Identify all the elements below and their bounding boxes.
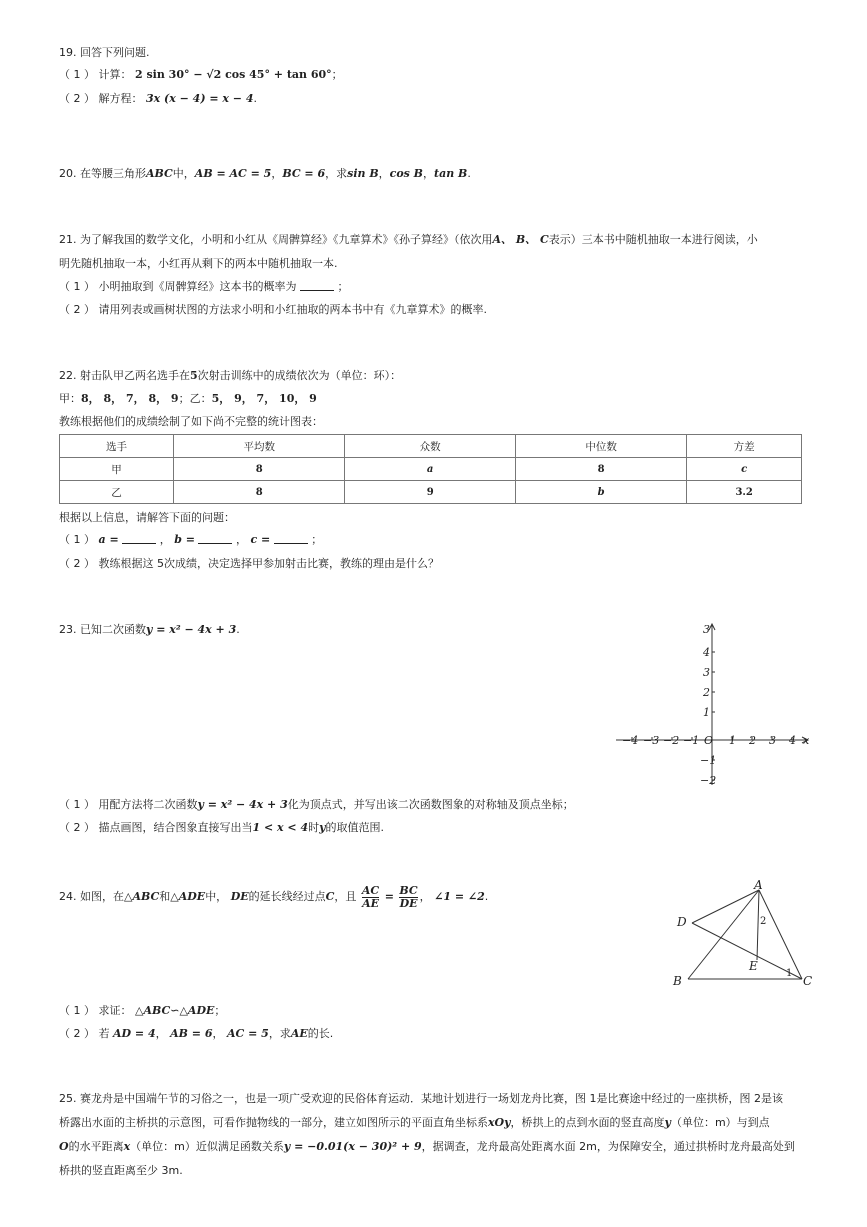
y-tick-label: −1 <box>700 754 717 767</box>
answer-blank[interactable] <box>198 533 232 544</box>
q22-after: 根据以上信息，请解答下面的问题： <box>59 511 235 524</box>
angle-label-1: 1 <box>786 968 793 979</box>
y-tick-label: 1 <box>703 706 710 719</box>
answer-blank[interactable] <box>274 533 308 544</box>
y-tick-label: 4 <box>703 646 710 659</box>
table-header: 中位数 <box>515 435 686 458</box>
q22-part2: （ 2 ） 教练根据这 5次成绩，决定选择甲参加射击比赛，教练的理由是什么？ <box>59 557 439 570</box>
q25-line1: 25. 赛龙舟是中国端午节的习俗之一，也是一项广受欢迎的民俗体育运动．某地计划进行一场划龙舟比赛，图 1是比赛途中经过的一座拱桥，图 2是该 <box>59 1092 783 1105</box>
x-tick-label: 4 <box>789 734 796 747</box>
stats-table <box>59 434 802 504</box>
y-tick-label: −2 <box>700 774 717 787</box>
segment-ae <box>757 890 759 960</box>
q22-stem: 22. 射击队甲乙两名选手在5次射击训练中的成绩依次为（单位：环）： <box>59 369 402 382</box>
coordinate-grid <box>612 620 812 790</box>
q22-scores: 甲：8， 8， 7， 8， 9；乙：5， 9， 7， 10， 9 <box>59 392 317 405</box>
segment-ad <box>692 890 759 923</box>
answer-blank[interactable] <box>122 533 156 544</box>
x-tick-label: −1 <box>683 734 700 747</box>
q24-part1: （ 1 ） 求证： △ABC∽△ADE； <box>59 1004 226 1017</box>
segment-ac <box>759 890 802 979</box>
fraction: $\frac{AC}{AE}$ <box>361 883 380 910</box>
table-row <box>60 458 802 481</box>
table-cell: 甲 <box>60 458 174 481</box>
table-header: 平均数 <box>174 435 345 458</box>
q22-intro: 教练根据他们的成绩绘制了如下尚不完整的统计图表： <box>59 415 323 428</box>
table-header: 众数 <box>345 435 516 458</box>
x-tick-label: 1 <box>729 734 736 747</box>
table-cell: 3.2 <box>687 481 802 504</box>
table-cell: b <box>515 481 686 504</box>
q21-part1: （ 1 ） 小明抽取到《周髀算经》这本书的概率为 ； <box>59 280 349 293</box>
table-cell: 8 <box>515 458 686 481</box>
x-axis-label: x <box>803 734 810 747</box>
q24-stem: 24. 如图，在△ABC和△ADE中， DE的延长线经过点C，且 $\frac{AC}{AE}$ = $\frac{BC}{DE}$ ， ∠1 = ∠2. <box>59 883 489 910</box>
x-tick-label: 2 <box>749 734 756 747</box>
table-cell: 8 <box>174 458 345 481</box>
fraction: $\frac{BC}{DE}$ <box>399 883 418 910</box>
q23-part1: （ 1 ） 用配方法将二次函数y = x² − 4x + 3化为顶点式，并写出该二次函数图象的对称轴及顶点坐标； <box>59 798 574 811</box>
point-label-b: B <box>673 974 682 988</box>
q20-stem: 20. 在等腰三角形ABC中，AB = AC = 5，BC = 6，求sin B，cos B，tan B. <box>59 167 471 180</box>
table-cell: a <box>345 458 516 481</box>
table-row <box>60 481 802 504</box>
table-header: 选手 <box>60 435 174 458</box>
point-label-e: E <box>749 959 758 973</box>
triangle-figure <box>668 878 818 993</box>
table-cell: 8 <box>174 481 345 504</box>
x-tick-label: 3 <box>769 734 776 747</box>
q19-part1: （ 1 ） 计算： 2 sin 30° − √2 cos 45° + tan 60°； <box>59 68 343 81</box>
q23-stem: 23. 已知二次函数y = x² − 4x + 3. <box>59 623 240 636</box>
q22-part1: （ 1 ） a = ， b = ， c = ； <box>59 533 323 546</box>
table-header-row <box>60 435 802 458</box>
angle-label-2: 2 <box>760 916 767 927</box>
x-tick-label: −3 <box>643 734 660 747</box>
q25-line4: 桥拱的竖直距离至少 3m. <box>59 1164 183 1177</box>
y-tick-label: 3 <box>703 623 710 636</box>
y-tick-label: 3 <box>703 666 710 679</box>
x-tick-label: −2 <box>663 734 680 747</box>
table-cell: c <box>687 458 802 481</box>
q25-line2: 桥露出水面的主桥拱的示意图，可看作抛物线的一部分，建立如图所示的平面直角坐标系xOy，桥拱上的点到水面的竖直高度y（单位：m）与到点 <box>59 1116 770 1129</box>
y-tick-label: 2 <box>703 686 710 699</box>
q25-line3: O的水平距离x（单位：m）近似满足函数关系y = −0.01(x − 30)² + 9，据调查，龙舟最高处距离水面 2m，为保障安全，通过拱桥时龙舟最高处到 <box>59 1140 795 1153</box>
q19-part2: （ 2 ） 解方程： 3x (x − 4) = x − 4. <box>59 92 258 105</box>
table-cell: 乙 <box>60 481 174 504</box>
x-tick-label: −4 <box>622 734 639 747</box>
point-label-c: C <box>803 974 813 988</box>
answer-blank[interactable] <box>300 280 334 291</box>
q21-part2: （ 2 ） 请用列表或画树状图的方法求小明和小红抽取的两本书中有《九章算术》的概率. <box>59 303 487 316</box>
q23-part2: （ 2 ） 描点画图，结合图象直接写出当1 < x < 4时y的取值范围. <box>59 821 385 834</box>
q21-stem-line2: 明先随机抽取一本，小红再从剩下的两本中随机抽取一本. <box>59 257 338 270</box>
q24-part2: （ 2 ） 若 AD = 4， AB = 6， AC = 5，求AE的长. <box>59 1027 334 1040</box>
origin-label: O <box>704 734 714 747</box>
q21-stem-line1: 21. 为了解我国的数学文化，小明和小红从《周髀算经》《九章算术》《孙子算经》（依次用A、 B、 C表示）三本书中随机抽取一本进行阅读，小 <box>59 233 758 246</box>
point-label-d: D <box>677 915 687 929</box>
point-label-a: A <box>754 878 763 892</box>
q19-stem: 19. 回答下列问题. <box>59 46 150 59</box>
table-cell: 9 <box>345 481 516 504</box>
table-header: 方差 <box>687 435 802 458</box>
